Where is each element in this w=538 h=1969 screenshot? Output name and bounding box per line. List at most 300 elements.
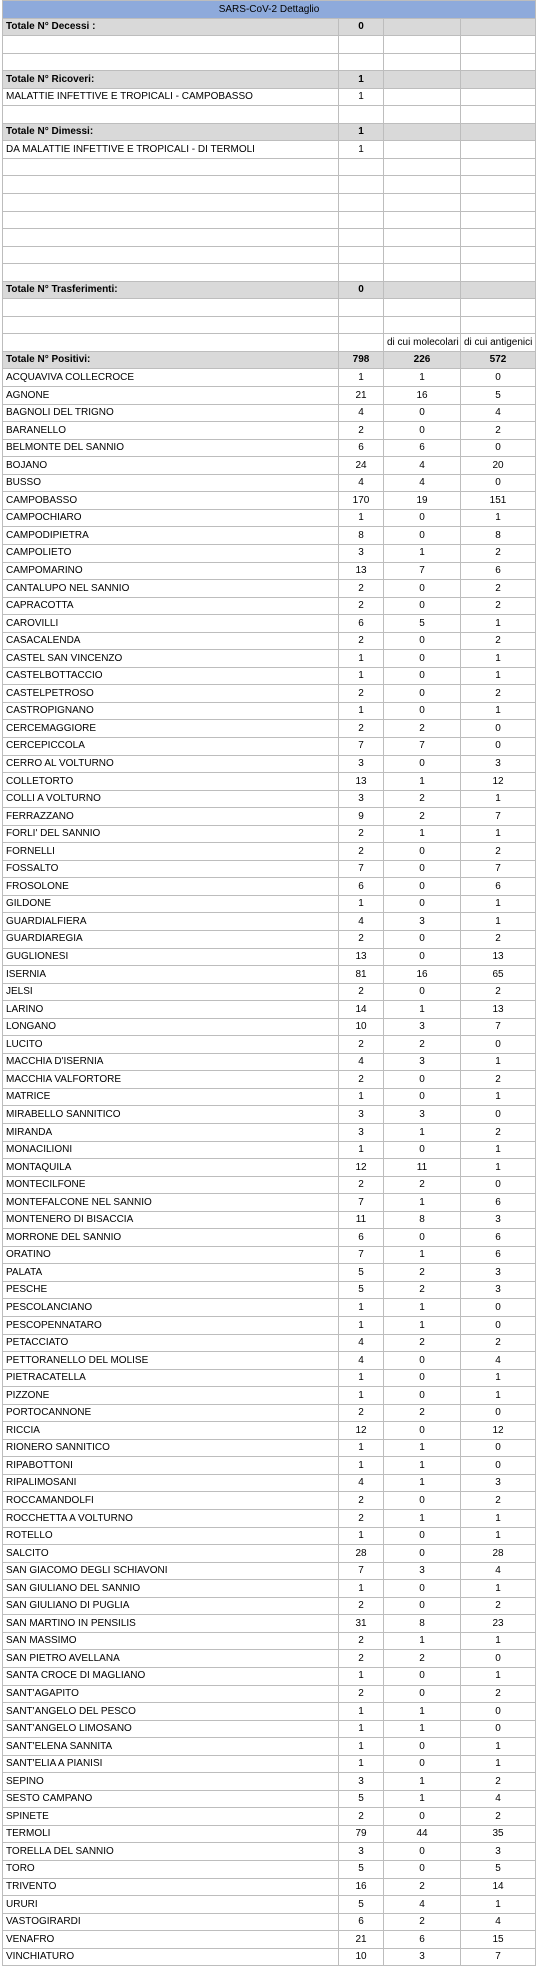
total-positive: 7: [339, 1562, 384, 1580]
municipality-name: CASTELBOTTACCIO: [3, 667, 339, 685]
table-row: [3, 1896, 536, 1914]
antigenic-positive: 7: [461, 1018, 536, 1036]
total-positive: 6: [339, 439, 384, 457]
table-row: [3, 1878, 536, 1896]
municipality-name: MIRANDA: [3, 1124, 339, 1142]
molecular-positive: 11: [384, 1159, 461, 1177]
table-row: [3, 913, 536, 931]
antigenic-positive: 0: [461, 720, 536, 738]
table-row: [3, 878, 536, 896]
molecular-positive: 1: [384, 1124, 461, 1142]
empty-cell: [339, 36, 384, 54]
antigenic-positive: 12: [461, 1422, 536, 1440]
municipality-name: CERCEPICCOLA: [3, 737, 339, 755]
total-positive: 3: [339, 1106, 384, 1124]
total-positive: 10: [339, 1018, 384, 1036]
table-row: [3, 1071, 536, 1089]
empty-cell: [461, 316, 536, 334]
total-positive: 21: [339, 1931, 384, 1949]
blank-row: [3, 194, 536, 212]
total-positive: 6: [339, 1913, 384, 1931]
molecular-positive: 1: [384, 1632, 461, 1650]
table-row: [3, 685, 536, 703]
molecular-positive: 8: [384, 1211, 461, 1229]
table-row: [3, 1738, 536, 1756]
subheader-row: [3, 334, 536, 352]
molecular-positive: 3: [384, 1018, 461, 1036]
total-positive: 31: [339, 1615, 384, 1633]
antigenic-positive: 2: [461, 422, 536, 440]
municipality-name: GUGLIONESI: [3, 948, 339, 966]
molecular-positive: 0: [384, 1667, 461, 1685]
total-positive: 1: [339, 702, 384, 720]
molecular-positive: 1: [384, 1194, 461, 1212]
row-label: MALATTIE INFETTIVE E TROPICALI - CAMPOBASSO: [3, 88, 339, 106]
empty-cell: [339, 229, 384, 247]
municipality-name: PALATA: [3, 1264, 339, 1282]
antigenic-positive: 23: [461, 1615, 536, 1633]
total-positive: 1: [339, 650, 384, 668]
molecular-positive: 0: [384, 860, 461, 878]
municipality-name: CAMPOCHIARO: [3, 509, 339, 527]
antigenic-positive: 2: [461, 1808, 536, 1826]
value-cell: 1: [339, 71, 384, 89]
total-positive: 4: [339, 404, 384, 422]
antigenic-positive: 5: [461, 387, 536, 405]
antigenic-positive: 13: [461, 948, 536, 966]
empty-cell: [339, 176, 384, 194]
total-positive: 16: [339, 1878, 384, 1896]
antigenic-positive: 13: [461, 1001, 536, 1019]
antigenic-positive: 2: [461, 685, 536, 703]
antigenic-positive: 8: [461, 527, 536, 545]
table-row: [3, 667, 536, 685]
empty-cell: [3, 106, 339, 124]
molecular-positive: 0: [384, 527, 461, 545]
section-header-row: [3, 123, 536, 141]
municipality-name: SANT'ELENA SANNITA: [3, 1738, 339, 1756]
antigenic-positive: 0: [461, 1317, 536, 1335]
molecular-positive: 1: [384, 1299, 461, 1317]
municipality-name: CAMPOBASSO: [3, 492, 339, 510]
molecular-positive: 0: [384, 1685, 461, 1703]
total-positive: 2: [339, 1632, 384, 1650]
municipality-name: CASTROPIGNANO: [3, 702, 339, 720]
table-row: [3, 387, 536, 405]
antigenic-positive: 2: [461, 1597, 536, 1615]
table-row: [3, 1527, 536, 1545]
value-cell: 0: [339, 18, 384, 36]
municipality-name: LONGANO: [3, 1018, 339, 1036]
molecular-positive: 4: [384, 474, 461, 492]
molecular-positive: 8: [384, 1615, 461, 1633]
empty-cell: [339, 316, 384, 334]
municipality-name: PESCOPENNATARO: [3, 1317, 339, 1335]
total-positive: 2: [339, 720, 384, 738]
total-positive: 7: [339, 1194, 384, 1212]
table-row: [3, 825, 536, 843]
municipality-name: PETACCIATO: [3, 1334, 339, 1352]
table-row: [3, 544, 536, 562]
municipality-name: VINCHIATURO: [3, 1948, 339, 1966]
table-row: [3, 1422, 536, 1440]
antigenic-positive: 1: [461, 702, 536, 720]
molecular-positive: 2: [384, 1176, 461, 1194]
table-row: [3, 1720, 536, 1738]
table-row: [3, 1053, 536, 1071]
table-row: [3, 615, 536, 633]
municipality-name: CERRO AL VOLTURNO: [3, 755, 339, 773]
section-header-row: [3, 281, 536, 299]
municipality-name: CAROVILLI: [3, 615, 339, 633]
molecular-positive: 3: [384, 1106, 461, 1124]
total-positive: 3: [339, 1124, 384, 1142]
municipality-name: BELMONTE DEL SANNIO: [3, 439, 339, 457]
table-row: [3, 1825, 536, 1843]
table-row: [3, 457, 536, 475]
antigenic-positive: 0: [461, 1439, 536, 1457]
molecular-positive: 6: [384, 439, 461, 457]
section-header-row: [3, 18, 536, 36]
antigenic-positive: 1: [461, 1387, 536, 1405]
total-positive: 1: [339, 1738, 384, 1756]
table-row: [3, 1404, 536, 1422]
empty-cell: [384, 176, 461, 194]
table-title-row: [3, 1, 536, 19]
antigenic-positive: 1: [461, 509, 536, 527]
municipality-name: SANT'ANGELO DEL PESCO: [3, 1703, 339, 1721]
table-row: [3, 808, 536, 826]
total-positive: 5: [339, 1264, 384, 1282]
table-row: [3, 580, 536, 598]
value-cell: [384, 71, 461, 89]
municipality-name: CAMPODIPIETRA: [3, 527, 339, 545]
table-row: [3, 1211, 536, 1229]
municipality-name: FOSSALTO: [3, 860, 339, 878]
total-positive: 1: [339, 1703, 384, 1721]
empty-cell: [384, 316, 461, 334]
detail-row: [3, 88, 536, 106]
molecular-positive: 0: [384, 1755, 461, 1773]
municipality-name: COLLI A VOLTURNO: [3, 790, 339, 808]
antigenic-positive: 3: [461, 1843, 536, 1861]
molecular-positive: 1: [384, 1790, 461, 1808]
municipality-name: BAGNOLI DEL TRIGNO: [3, 404, 339, 422]
empty-cell: [3, 316, 339, 334]
molecular-positive: 4: [384, 1896, 461, 1914]
total-positive: 14: [339, 1001, 384, 1019]
empty-cell: [461, 211, 536, 229]
total-positive: 5: [339, 1281, 384, 1299]
molecular-positive: 0: [384, 422, 461, 440]
table-row: [3, 1580, 536, 1598]
municipality-name: CAMPOLIETO: [3, 544, 339, 562]
antigenic-positive: 2: [461, 580, 536, 598]
molecular-positive: 0: [384, 1369, 461, 1387]
antigenic-positive: 4: [461, 1562, 536, 1580]
municipality-name: MACCHIA D'ISERNIA: [3, 1053, 339, 1071]
municipality-name: ROTELLO: [3, 1527, 339, 1545]
column-header: di cui molecolari: [384, 334, 461, 352]
value-cell: [461, 123, 536, 141]
table-row: [3, 1474, 536, 1492]
table-row: [3, 1352, 536, 1370]
table-row: [3, 720, 536, 738]
table-row: [3, 1931, 536, 1949]
antigenic-positive: 5: [461, 1860, 536, 1878]
antigenic-positive: 2: [461, 1124, 536, 1142]
section-label: Totale N° Trasferimenti:: [3, 281, 339, 299]
antigenic-positive: 2: [461, 597, 536, 615]
municipality-name: CASTEL SAN VINCENZO: [3, 650, 339, 668]
municipality-name: COLLETORTO: [3, 773, 339, 791]
molecular-positive: 16: [384, 387, 461, 405]
antigenic-positive: 35: [461, 1825, 536, 1843]
molecular-positive: 4: [384, 457, 461, 475]
molecular-positive: 0: [384, 1071, 461, 1089]
total-positive: 13: [339, 948, 384, 966]
antigenic-positive: 7: [461, 1948, 536, 1966]
antigenic-positive: 6: [461, 1246, 536, 1264]
molecular-positive: 0: [384, 1422, 461, 1440]
molecular-positive: 2: [384, 1036, 461, 1054]
antigenic-positive: 2: [461, 930, 536, 948]
municipality-name: PESCHE: [3, 1281, 339, 1299]
total-positive: 2: [339, 1036, 384, 1054]
empty-cell: [339, 264, 384, 282]
molecular-positive: 3: [384, 1562, 461, 1580]
total-positive: 170: [339, 492, 384, 510]
antigenic-positive: 2: [461, 1773, 536, 1791]
total-positive: 10: [339, 1948, 384, 1966]
municipality-name: MIRABELLO SANNITICO: [3, 1106, 339, 1124]
total-positive: 4: [339, 474, 384, 492]
table-row: [3, 895, 536, 913]
municipality-name: FORLI' DEL SANNIO: [3, 825, 339, 843]
molecular-positive: 1: [384, 773, 461, 791]
antigenic-positive: 1: [461, 790, 536, 808]
municipality-name: JELSI: [3, 983, 339, 1001]
empty-cell: [384, 53, 461, 71]
municipality-name: SANTA CROCE DI MAGLIANO: [3, 1667, 339, 1685]
antigenic-positive: 1: [461, 1088, 536, 1106]
molecular-positive: 0: [384, 580, 461, 598]
municipality-name: SALCITO: [3, 1545, 339, 1563]
antigenic-positive: 0: [461, 1036, 536, 1054]
value-cell: [461, 141, 536, 159]
blank-row: [3, 299, 536, 317]
blank-row: [3, 229, 536, 247]
molecular-positive: 0: [384, 1387, 461, 1405]
table-row: [3, 1264, 536, 1282]
empty-cell: [461, 194, 536, 212]
molecular-positive: 0: [384, 702, 461, 720]
antigenic-positive: 3: [461, 755, 536, 773]
municipality-name: PORTOCANNONE: [3, 1404, 339, 1422]
antigenic-positive: 3: [461, 1474, 536, 1492]
table-row: [3, 369, 536, 387]
molecular-positive: 1: [384, 1317, 461, 1335]
table-row: [3, 1001, 536, 1019]
municipality-name: CASTELPETROSO: [3, 685, 339, 703]
molecular-positive: 2: [384, 720, 461, 738]
total-positive: 4: [339, 1474, 384, 1492]
total-positive: 2: [339, 422, 384, 440]
antigenic-positive: 0: [461, 1720, 536, 1738]
molecular-positive: 7: [384, 562, 461, 580]
empty-cell: [3, 211, 339, 229]
total-positive: 6: [339, 615, 384, 633]
table-row: [3, 492, 536, 510]
municipality-name: RIONERO SANNITICO: [3, 1439, 339, 1457]
empty-cell: [384, 158, 461, 176]
total-positive: 2: [339, 1650, 384, 1668]
antigenic-positive: 1: [461, 1580, 536, 1598]
empty-cell: [3, 158, 339, 176]
municipality-name: PETTORANELLO DEL MOLISE: [3, 1352, 339, 1370]
total-positive: 12: [339, 1159, 384, 1177]
table-row: [3, 1229, 536, 1247]
value-cell: [384, 88, 461, 106]
molecular-positive: 1: [384, 1510, 461, 1528]
molecular-positive: 1: [384, 1474, 461, 1492]
table-row: [3, 755, 536, 773]
table-row: [3, 1106, 536, 1124]
table-row: [3, 562, 536, 580]
empty-cell: [384, 246, 461, 264]
molecular-positive: 0: [384, 509, 461, 527]
molecular-positive: 1: [384, 369, 461, 387]
antigenic-positive: 7: [461, 808, 536, 826]
antigenic-positive: 0: [461, 1106, 536, 1124]
total-positive: 1: [339, 1369, 384, 1387]
antigenic-positive: 1: [461, 1632, 536, 1650]
molecular-positive: 2: [384, 1650, 461, 1668]
total-positive: 1: [339, 1457, 384, 1475]
total-positive: 2: [339, 1685, 384, 1703]
molecular-positive: 0: [384, 755, 461, 773]
municipality-name: BOJANO: [3, 457, 339, 475]
table-row: [3, 1843, 536, 1861]
total-positive: 3: [339, 1773, 384, 1791]
table-row: [3, 632, 536, 650]
total-positive: 4: [339, 1334, 384, 1352]
total-positive: 5: [339, 1860, 384, 1878]
municipality-name: CAPRACOTTA: [3, 597, 339, 615]
antigenic-positive: 0: [461, 1299, 536, 1317]
table-row: [3, 773, 536, 791]
molecular-positive: 1: [384, 1001, 461, 1019]
table-row: [3, 843, 536, 861]
municipality-name: SAN GIULIANO DEL SANNIO: [3, 1580, 339, 1598]
municipality-name: MONACILIONI: [3, 1141, 339, 1159]
value-cell: [384, 18, 461, 36]
molecular-positive: 3: [384, 1053, 461, 1071]
molecular-positive: 5: [384, 615, 461, 633]
empty-cell: [384, 36, 461, 54]
total-positive: 2: [339, 825, 384, 843]
municipality-name: CANTALUPO NEL SANNIO: [3, 580, 339, 598]
antigenic-positive: 2: [461, 843, 536, 861]
molecular-positive: 0: [384, 1229, 461, 1247]
table-row: [3, 930, 536, 948]
table-row: [3, 422, 536, 440]
total-positive: 3: [339, 544, 384, 562]
blank-row: [3, 106, 536, 124]
molecular-positive: 0: [384, 1527, 461, 1545]
antigenic-positive: 151: [461, 492, 536, 510]
antigenic-positive: 1: [461, 650, 536, 668]
molecular-positive: 0: [384, 983, 461, 1001]
empty-cell: [3, 299, 339, 317]
table-row: [3, 1369, 536, 1387]
total-positive: 1: [339, 1755, 384, 1773]
municipality-name: FORNELLI: [3, 843, 339, 861]
municipality-name: LARINO: [3, 1001, 339, 1019]
total-positive: 24: [339, 457, 384, 475]
municipality-name: ROCCAMANDOLFI: [3, 1492, 339, 1510]
antigenic-positive: 1: [461, 1738, 536, 1756]
antigenic-positive: 6: [461, 562, 536, 580]
molecular-positive: 3: [384, 913, 461, 931]
table-row: [3, 404, 536, 422]
value-cell: 572: [461, 351, 536, 369]
municipality-name: SANT'ELIA A PIANISI: [3, 1755, 339, 1773]
table-row: [3, 1124, 536, 1142]
empty-cell: [339, 158, 384, 176]
section-header-row: [3, 351, 536, 369]
antigenic-positive: 2: [461, 1492, 536, 1510]
antigenic-positive: 0: [461, 439, 536, 457]
antigenic-positive: 1: [461, 1667, 536, 1685]
empty-cell: [3, 264, 339, 282]
empty-cell: [3, 36, 339, 54]
empty-cell: [3, 53, 339, 71]
municipality-name: PIZZONE: [3, 1387, 339, 1405]
table-row: [3, 1317, 536, 1335]
empty-cell: [461, 246, 536, 264]
municipality-name: CASACALENDA: [3, 632, 339, 650]
row-label: DA MALATTIE INFETTIVE E TROPICALI - DI TERMOLI: [3, 141, 339, 159]
empty-cell: [339, 194, 384, 212]
table-row: [3, 983, 536, 1001]
molecular-positive: 1: [384, 1439, 461, 1457]
total-positive: 1: [339, 1387, 384, 1405]
total-positive: 1: [339, 1141, 384, 1159]
total-positive: 2: [339, 1176, 384, 1194]
table-row: [3, 527, 536, 545]
molecular-positive: 2: [384, 1878, 461, 1896]
table-row: [3, 1159, 536, 1177]
table-row: [3, 1299, 536, 1317]
total-positive: 79: [339, 1825, 384, 1843]
total-positive: 3: [339, 1843, 384, 1861]
municipality-name: TORO: [3, 1860, 339, 1878]
antigenic-positive: 1: [461, 667, 536, 685]
empty-cell: [384, 211, 461, 229]
table-row: [3, 1913, 536, 1931]
municipality-name: SAN GIULIANO DI PUGLIA: [3, 1597, 339, 1615]
antigenic-positive: 0: [461, 1404, 536, 1422]
molecular-positive: 16: [384, 966, 461, 984]
empty-cell: [461, 158, 536, 176]
molecular-positive: 1: [384, 825, 461, 843]
total-positive: 1: [339, 509, 384, 527]
empty-cell: [339, 211, 384, 229]
molecular-positive: 3: [384, 1948, 461, 1966]
total-positive: 2: [339, 843, 384, 861]
total-positive: 13: [339, 562, 384, 580]
